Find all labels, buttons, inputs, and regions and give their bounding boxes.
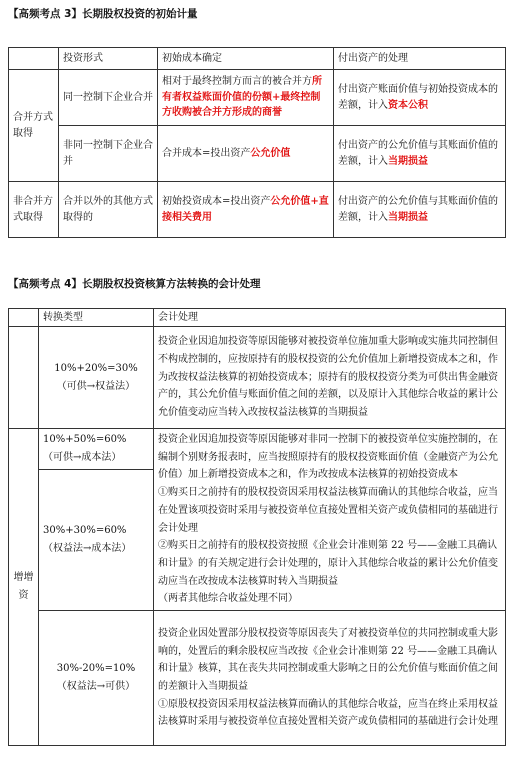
cost-text: 初始投资成本=投出资产	[162, 196, 271, 207]
group-label-non-merger: 非合并方式取得	[9, 182, 59, 238]
cost-text: 合并成本=投出资产	[162, 147, 251, 159]
conversion-ratio: 10%+50%=60%	[43, 434, 127, 446]
accounting-treatment-cell: 投资企业因追加投资等原因能够对被投资单位施加重大影响或实施共同控制但不构成控制的，应按原持有的股权投资的公允价值加上新增投资成本之和，作为改按权益法核算的初始投资成本；原持有的股权投资分类为可供出售金融资产的，其公允价值与账面价值之间的差额，以及原计入其他综合收益的累计公允价值变动应当转入改按权益法核算的当期损益	[154, 327, 506, 429]
table-row	[9, 70, 506, 126]
conversion-direction: （权益法→可供）	[56, 681, 136, 693]
header-investment-form: 投资形式	[59, 48, 158, 70]
treatment-note-2: ②购买日之前持有的股权投资按照《企业会计准则第 22 号——金融工具确认和计量》的有关规定进行会计处理的，原计入其他综合收益的累计公允价值变动应当在改按成本法核算时转入当期损益	[158, 540, 498, 587]
table-row	[9, 126, 506, 182]
table-header-row	[9, 309, 506, 327]
table-row	[9, 327, 506, 429]
table-row	[9, 611, 506, 746]
initial-measurement-table	[8, 47, 506, 238]
asset-treatment-cell	[334, 182, 506, 238]
treatment-main-text: 投资企业因追加投资等原因能够对非同一控制下的被投资单位实施控制的，在编制个别财务报表时，应当按照原持有的股权投资账面价值（金融资产为公允价值）加上新增投资成本之和，作为改按成本法核算的初始投资成本	[158, 434, 498, 481]
initial-cost-cell	[158, 182, 334, 238]
cost-highlight: 所有者权益账面价值的份额+最终控制方收购被合并方形成的商誉	[162, 76, 322, 119]
section-heading-initial-measurement: 【高频考点 3】长期股权投资的初始计量	[8, 8, 198, 20]
conversion-ratio: 30%-20%=10%	[56, 663, 136, 675]
asset-treatment-cell	[334, 126, 506, 182]
cost-highlight: 公允价值+直接相关费用	[162, 196, 329, 223]
conversion-direction: （权益法→成本法）	[43, 542, 132, 554]
cost-text: 相对于最终控制方而言的被合并方	[162, 76, 312, 88]
header-accounting-treatment: 会计处理	[154, 309, 506, 327]
treatment-note-1: ①原股权投资因采用权益法核算而确认的其他综合收益，应当在终止采用权益法核算时采用与被投资单位直接处置相关资产或负债相同的基础进行会计处理	[158, 698, 498, 728]
asset-highlight: 当期损益	[388, 155, 428, 167]
conversion-ratio: 10%+20%=30%	[54, 362, 138, 374]
table-row	[9, 429, 506, 470]
table-header-row	[9, 48, 506, 70]
header-empty-cell	[9, 48, 59, 70]
accounting-treatment-cell	[154, 429, 506, 611]
group-label-capital-increase: 增增资	[9, 429, 39, 746]
conversion-direction: （可供→成本法）	[43, 451, 122, 463]
initial-cost-cell	[158, 126, 334, 182]
asset-text: 付出资产账面价值与初始投资成本的差额，计入	[338, 84, 498, 111]
treatment-note-3: （两者其他综合收益处理不同）	[158, 593, 298, 605]
method-conversion-table	[8, 308, 506, 746]
header-empty-cell	[9, 309, 39, 327]
treatment-main-text: 投资企业因处置部分股权投资等原因丧失了对被投资单位的共同控制或重大影响的，处置后的剩余股权应当改按《企业会计准则第 22 号——金融工具确认和计量》核算，其在丧失共同控制或重大影响之日的公允价值与账面价值之间的差额计入当期损益	[158, 627, 498, 693]
conversion-type-cell	[39, 429, 154, 470]
conversion-type-cell	[39, 469, 154, 610]
section-heading-method-conversion: 【高频考点 4】长期股权投资核算方法转换的会计处理	[8, 278, 261, 290]
header-conversion-type: 转换类型	[39, 309, 154, 327]
header-initial-cost: 初始成本确定	[158, 48, 334, 70]
asset-highlight: 当期损益	[388, 211, 428, 223]
asset-treatment-cell	[334, 70, 506, 126]
conversion-ratio: 30%+30%=60%	[43, 525, 127, 537]
cost-highlight: 公允价值	[250, 147, 291, 159]
investment-form-cell: 合并以外的其他方式取得的	[59, 182, 158, 238]
conversion-type-cell	[39, 327, 154, 429]
conversion-direction: （可供→权益法）	[56, 380, 136, 392]
header-asset-treatment: 付出资产的处理	[334, 48, 506, 70]
initial-cost-cell	[158, 70, 334, 126]
empty-cell	[9, 327, 39, 429]
accounting-treatment-cell	[154, 611, 506, 746]
investment-form-cell: 同一控制下企业合并	[59, 70, 158, 126]
asset-text: 付出资产的公允价值与其账面价值的差额，计入	[338, 196, 498, 223]
conversion-type-cell	[39, 611, 154, 746]
treatment-note-1: ①购买日之前持有的股权投资因采用权益法核算而确认的其他综合收益，应当在处置该项投资时采用与被投资单位直接处置相关资产或负债相同的基础进行会计处理	[158, 487, 498, 534]
asset-highlight: 资本公积	[388, 99, 428, 111]
table-row	[9, 182, 506, 238]
investment-form-cell: 非同一控制下企业合并	[59, 126, 158, 182]
group-label-merger: 合并方式取得	[9, 70, 59, 182]
asset-text: 付出资产的公允价值与其账面价值的差额，计入	[338, 140, 498, 167]
